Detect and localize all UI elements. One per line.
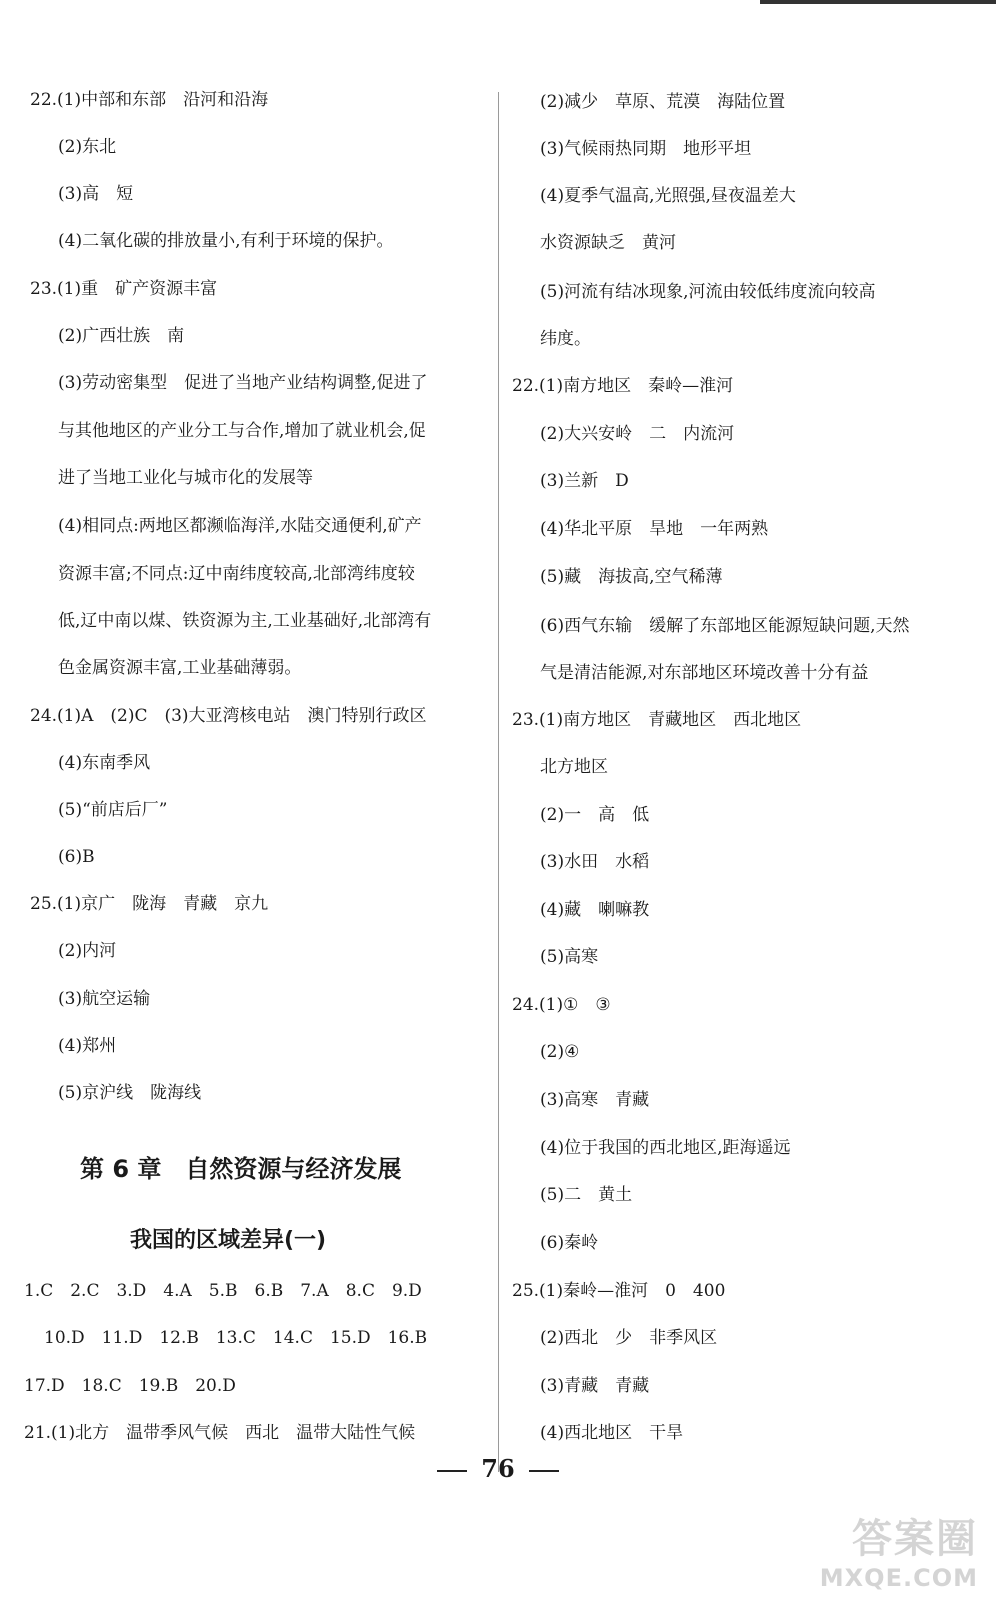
answer-line: (4)郑州 [58, 1036, 117, 1056]
answer-line: 1.C 2.C 3.D 4.A 5.B 6.B 7.A 8.C 9.D [24, 1281, 422, 1301]
answer-line: 纬度。 [540, 329, 591, 349]
answer-line: (3)兰新 D [540, 471, 629, 491]
section-title: 我国的区域差异(一) [130, 1228, 327, 1253]
answer-line: 23.(1)南方地区 青藏地区 西北地区 [512, 710, 802, 730]
answer-line: 25.(1)京广 陇海 青藏 京九 [30, 894, 269, 914]
answer-line: 低,辽中南以煤、铁资源为主,工业基础好,北部湾有 [58, 611, 432, 631]
answer-line: 22.(1)南方地区 秦岭—淮河 [512, 376, 734, 396]
answer-line: 25.(1)秦岭—淮河 0 400 [512, 1281, 726, 1301]
page-number-value: 76 [481, 1454, 515, 1483]
answer-line: 色金属资源丰富,工业基础薄弱。 [58, 658, 302, 678]
answer-line: (3)劳动密集型 促进了当地产业结构调整,促进了 [58, 373, 428, 393]
top-edge-rule [760, 0, 996, 4]
answer-line: (2)一 高 低 [540, 805, 650, 825]
watermark-title: 答案圈 [852, 1516, 978, 1562]
answer-line: 资源丰富;不同点:辽中南纬度较高,北部湾纬度较 [58, 564, 415, 584]
page-number-dash [437, 1470, 467, 1472]
answer-line: (4)相同点:两地区都濒临海洋,水陆交通便利,矿产 [58, 516, 422, 536]
page-number [0, 1454, 996, 1483]
answer-line: (4)位于我国的西北地区,距海遥远 [540, 1138, 791, 1158]
watermark-url: MXQE.COM [819, 1564, 978, 1592]
answer-line: 10.D 11.D 12.B 13.C 14.C 15.D 16.B [44, 1328, 428, 1348]
watermark [820, 1507, 978, 1592]
answer-line: (2)东北 [58, 137, 117, 157]
answer-line: (4)夏季气温高,光照强,昼夜温差大 [540, 186, 796, 206]
answer-line: 与其他地区的产业分工与合作,增加了就业机会,促 [58, 421, 426, 441]
answer-line: (4)西北地区 干旱 [540, 1423, 684, 1443]
answer-line: 23.(1)重 矿产资源丰富 [30, 279, 218, 299]
answer-line: (5)京沪线 陇海线 [58, 1083, 202, 1103]
answer-line: 21.(1)北方 温带季风气候 西北 温带大陆性气候 [24, 1423, 416, 1443]
answer-line: 24.(1)① ③ [512, 995, 611, 1015]
answer-line: 进了当地工业化与城市化的发展等 [58, 468, 313, 488]
answer-line: 气是清洁能源,对东部地区环境改善十分有益 [540, 663, 869, 683]
answer-line: (5)二 黄土 [540, 1185, 633, 1205]
answer-line: (2)减少 草原、荒漠 海陆位置 [540, 92, 786, 112]
answer-line: 北方地区 [540, 757, 608, 777]
answer-line: (5)河流有结冰现象,河流由较低纬度流向较高 [540, 282, 876, 302]
answer-line: (3)高寒 青藏 [540, 1090, 650, 1110]
answer-line: (3)青藏 青藏 [540, 1376, 650, 1396]
answer-line: (5)高寒 [540, 947, 599, 967]
answer-line: 17.D 18.C 19.B 20.D [24, 1376, 236, 1396]
answer-line: 水资源缺乏 黄河 [540, 233, 676, 253]
answer-line: (6)西气东输 缓解了东部地区能源短缺问题,天然 [540, 616, 910, 636]
answer-line: (5)藏 海拔高,空气稀薄 [540, 567, 723, 587]
answer-line: 24.(1)A (2)C (3)大亚湾核电站 澳门特别行政区 [30, 706, 427, 726]
answer-line: (4)东南季风 [58, 753, 151, 773]
answer-line: (5)“前店后厂” [58, 800, 168, 820]
answer-line: (2)广西壮族 南 [58, 326, 185, 346]
answer-line: (3)水田 水稻 [540, 852, 650, 872]
column-divider [498, 92, 499, 1472]
answer-line: (3)气候雨热同期 地形平坦 [540, 139, 752, 159]
answer-line: (6)秦岭 [540, 1233, 599, 1253]
answer-line: (4)藏 喇嘛教 [540, 900, 650, 920]
answer-line: 22.(1)中部和东部 沿河和沿海 [30, 90, 269, 110]
answer-line: (3)高 短 [58, 184, 134, 204]
answer-line: (4)华北平原 旱地 一年两熟 [540, 519, 769, 539]
answer-line: (6)B [58, 847, 95, 867]
answer-line: (2)大兴安岭 二 内流河 [540, 424, 735, 444]
answer-line: (4)二氧化碳的排放量小,有利于环境的保护。 [58, 231, 394, 251]
answer-line: (3)航空运输 [58, 989, 151, 1009]
answer-line: (2)西北 少 非季风区 [540, 1328, 718, 1348]
chapter-title: 第 6 章 自然资源与经济发展 [80, 1155, 402, 1183]
answer-line: (2)④ [540, 1042, 580, 1062]
page-number-dash [529, 1470, 559, 1472]
answer-line: (2)内河 [58, 941, 117, 961]
